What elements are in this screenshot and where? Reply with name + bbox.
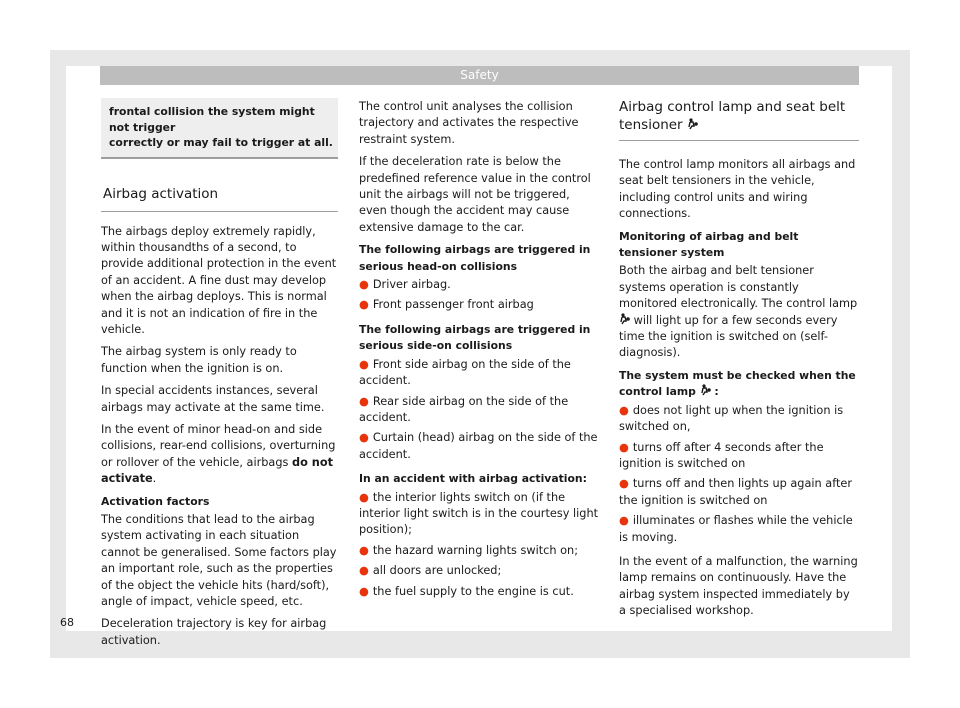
- warning-box: [101, 98, 338, 159]
- subheading-head-on: The following airbags are triggered in serious head-on collisions: [359, 243, 591, 273]
- column-1: [101, 98, 338, 655]
- paragraph: If the deceleration rate is below the predefined reference value in the control unit the airbags will not be triggered, even though the accident may cause extensive damage to the car.: [359, 155, 591, 234]
- column-3: [619, 98, 859, 626]
- bullet-icon: ●: [359, 298, 369, 312]
- list-item: ● Front passenger front airbag: [359, 298, 534, 312]
- list-item: ● Rear side airbag on the side of the accident.: [359, 394, 569, 424]
- paragraph: In special accidents instances, several airbags may activate at the same time.: [101, 384, 325, 414]
- paragraph: The airbags deploy extremely rapidly, within thousandths of a second, to provide additional protection in the event of an accident. A fine dust may develop when the airbag deploys. This is normal and it is not an indication of fire in the vehicle.: [101, 224, 337, 336]
- bullet-icon: ●: [619, 440, 629, 454]
- list-item: ● all doors are unlocked;: [359, 564, 502, 578]
- subheading-monitoring: Monitoring of airbag and belt tensioner system: [619, 229, 799, 260]
- list-item: ● the interior lights switch on (if the interior light switch is in the courtesy light position);: [359, 490, 599, 537]
- list-item: ● Driver airbag.: [359, 278, 451, 292]
- bullet-icon: ●: [359, 357, 369, 371]
- bullet-icon: ●: [359, 543, 369, 557]
- section-header: Safety: [100, 66, 859, 85]
- bullet-icon: ●: [359, 278, 369, 292]
- list-item: ● the hazard warning lights switch on;: [359, 543, 579, 557]
- paragraph: The control unit analyses the collision trajectory and activates the respective restraint system.: [359, 100, 579, 146]
- paragraph: The airbag system is only ready to function when the ignition is on.: [101, 345, 297, 375]
- bullet-icon: ●: [359, 490, 369, 504]
- subheading-activation-effects: In an accident with airbag activation:: [359, 472, 587, 486]
- paragraph: Deceleration trajectory is key for airbag activation.: [101, 617, 327, 647]
- airbag-lamp-heading: Airbag control lamp and seat belt tensioner: [619, 98, 859, 141]
- list-item: ● turns off after 4 seconds after the ignition is switched on: [619, 440, 824, 470]
- paragraph: The control lamp monitors all airbags and seat belt tensioners in the vehicle, including control units and wiring connections.: [619, 158, 856, 221]
- airbag-activation-heading: Airbag activation: [101, 185, 338, 212]
- paragraph: Both the airbag and belt tensioner systems operation is constantly monitored electronically. The control lamp will light up for a few seconds every time the ignition is switched on (self-diagnosis).: [619, 264, 858, 360]
- list-item: ● turns off and then lights up again after the ignition is switched on: [619, 477, 853, 507]
- bullet-icon: ●: [359, 584, 369, 598]
- airbag-warning-icon: [700, 384, 711, 396]
- bullet-icon: ●: [619, 403, 629, 417]
- list-item: ● the fuel supply to the engine is cut.: [359, 584, 574, 598]
- bullet-icon: ●: [619, 477, 629, 491]
- airbag-warning-icon: [687, 118, 698, 130]
- column-2: [359, 99, 599, 604]
- bullet-icon: ●: [359, 564, 369, 578]
- airbag-warning-icon: [619, 313, 630, 325]
- emphasis: do not activate: [101, 455, 333, 486]
- list-item: ● Curtain (head) airbag on the side of the accident.: [359, 431, 598, 461]
- bullet-icon: ●: [619, 514, 629, 528]
- list-item: ● illuminates or flashes while the vehicle is moving.: [619, 514, 853, 544]
- paragraph: In the event of minor head-on and side collisions, rear-end collisions, overturning or rollover of the vehicle, airbags do not activate.: [101, 422, 336, 486]
- paragraph: In the event of a malfunction, the warning lamp remains on continuously. Have the airbag system inspected immediately by a specialised workshop.: [619, 554, 858, 618]
- paragraph: The conditions that lead to the airbag system activating in each situation cannot be generalised. Some factors play an important role, such as the properties of the object the vehicle hits (hard/soft), angle of impact, vehicle speed, etc.: [101, 513, 337, 609]
- list-item: ● does not light up when the ignition is switched on,: [619, 403, 844, 434]
- bullet-icon: ●: [359, 394, 369, 408]
- list-item: ● Front side airbag on the side of the accident.: [359, 357, 571, 388]
- bullet-icon: ●: [359, 431, 369, 445]
- page-number: 68: [60, 616, 74, 629]
- subheading-check: The system must be checked when the control lamp :: [619, 368, 856, 399]
- subheading-activation-factors: Activation factors: [101, 494, 210, 508]
- warning-text-1: frontal collision the system might not trigger: [109, 105, 315, 134]
- warning-text-2: correctly or may fail to trigger at all.: [109, 136, 333, 149]
- subheading-side-on: The following airbags are triggered in serious side-on collisions: [359, 322, 591, 353]
